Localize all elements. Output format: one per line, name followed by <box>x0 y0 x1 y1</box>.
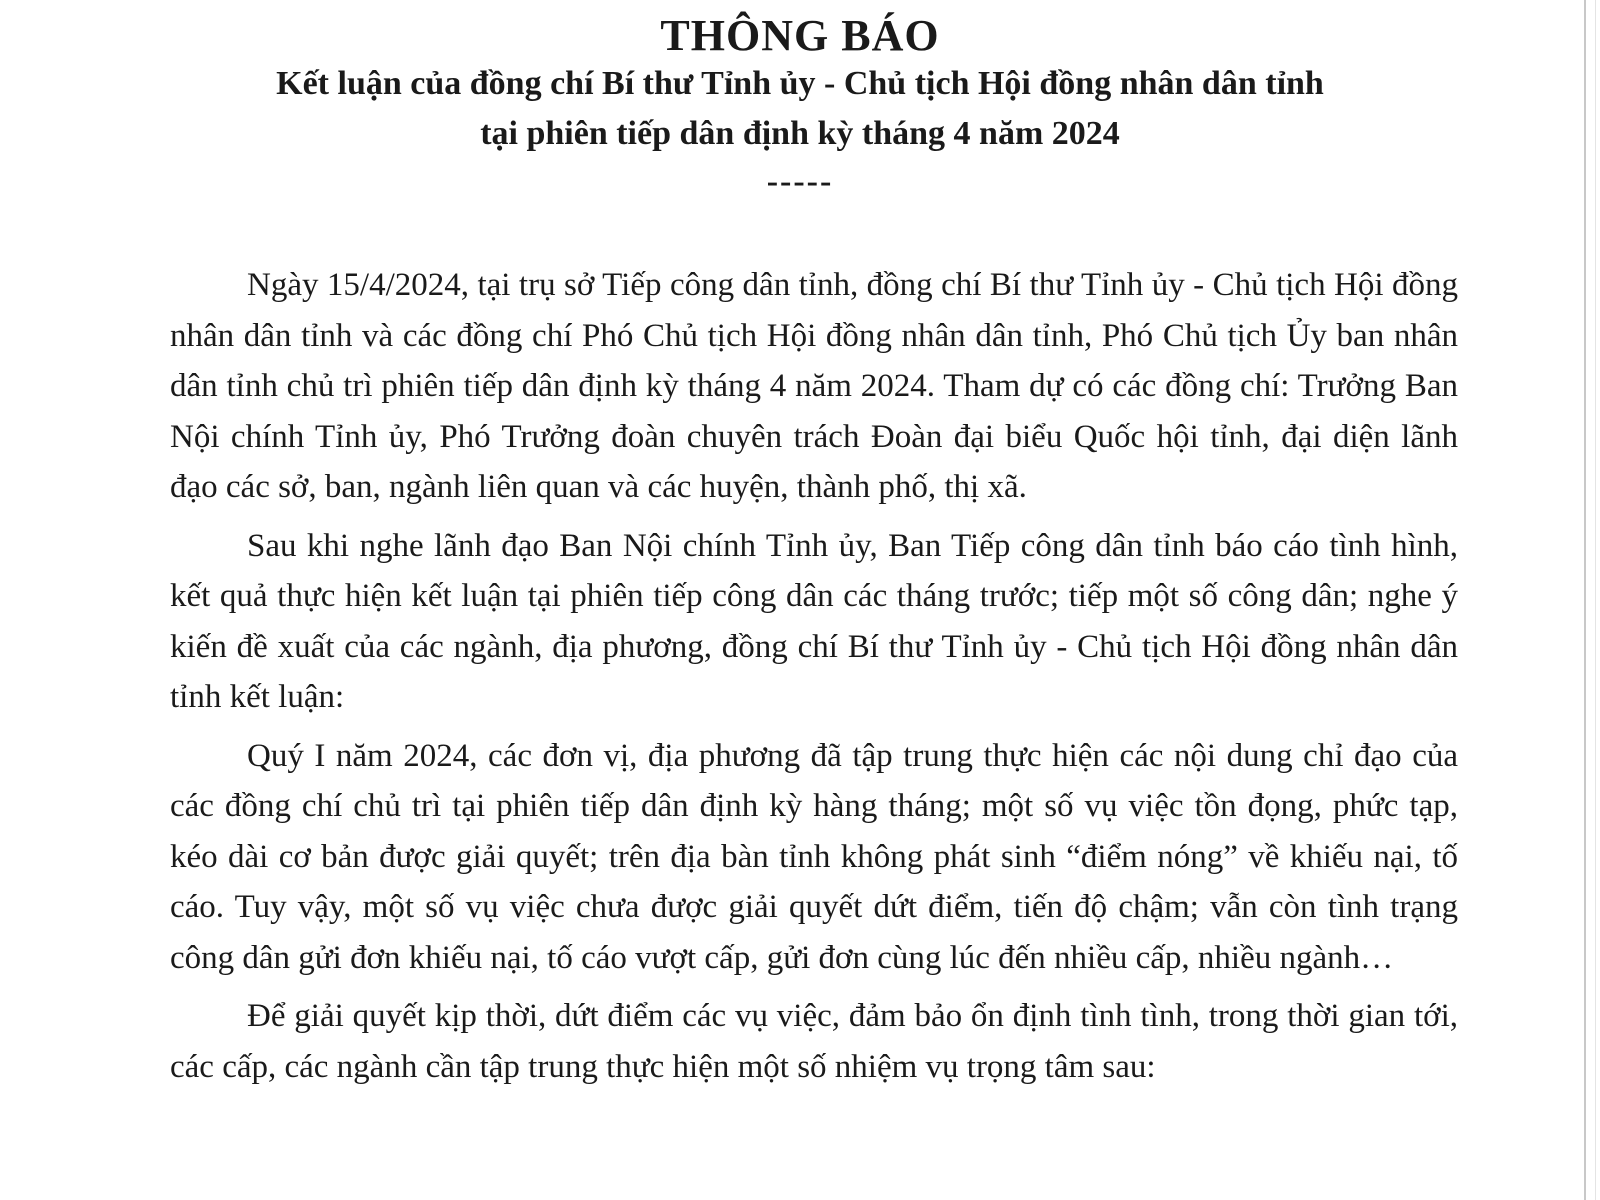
document-subtitle-line-1: Kết luận của đồng chí Bí thư Tỉnh ủy - Chủ tịch Hội đồng nhân dân tỉnh <box>276 65 1324 102</box>
paragraph-upcoming-tasks: Để giải quyết kịp thời, dứt điểm các vụ việc, đảm bảo ổn định tình tình, trong thời gian tới, các cấp, các ngành cần tập trung thực hiện một số nhiệm vụ trọng tâm sau: <box>170 998 1458 1085</box>
paragraph-quarter-results: Quý I năm 2024, các đơn vị, địa phương đã tập trung thực hiện các nội dung chỉ đạo của các đồng chí chủ trì tại phiên tiếp dân định kỳ hàng tháng; một số vụ việc tồn đọng, phức tạp, kéo dài cơ bản được giải quyết; trên địa bàn tỉnh không phát sinh “điểm nóng” về khiếu nại, tố cáo. Tuy vậy, một số vụ việc chưa được giải quyết dứt điểm, tiến độ chậm; vẫn còn tình trạng công dân gửi đơn khiếu nại, tố cáo vượt cấp, gửi đơn cùng lúc đến nhiều cấp, nhiều ngành… <box>170 737 1458 976</box>
title-divider: ----- <box>766 163 834 200</box>
document-body <box>170 260 1458 1100</box>
document-title: THÔNG BÁO <box>660 11 940 60</box>
document-subtitle-line-2: tại phiên tiếp dân định kỳ tháng 4 năm 2024 <box>480 115 1120 152</box>
paragraph-reports-heard: Sau khi nghe lãnh đạo Ban Nội chính Tỉnh ủy, Ban Tiếp công dân tỉnh báo cáo tình hình, kết quả thực hiện kết luận tại phiên tiếp công dân các tháng trước; tiếp một số công dân; nghe ý kiến đề xuất của các ngành, địa phương, đồng chí Bí thư Tỉnh ủy - Chủ tịch Hội đồng nhân dân tỉnh kết luận: <box>170 527 1458 715</box>
paragraph-meeting-intro: Ngày 15/4/2024, tại trụ sở Tiếp công dân tỉnh, đồng chí Bí thư Tỉnh ủy - Chủ tịch Hội đồng nhân dân tỉnh và các đồng chí Phó Chủ tịch Hội đồng nhân dân tỉnh, Phó Chủ tịch Ủy ban nhân dân tỉnh chủ trì phiên tiếp dân định kỳ tháng 4 năm 2024. Tham dự có các đồng chí: Trưởng Ban Nội chính Tỉnh ủy, Phó Trưởng đoàn chuyên trách Đoàn đại biểu Quốc hội tỉnh, đại diện lãnh đạo các sở, ban, ngành liên quan và các huyện, thành phố, thị xã. <box>170 267 1458 505</box>
